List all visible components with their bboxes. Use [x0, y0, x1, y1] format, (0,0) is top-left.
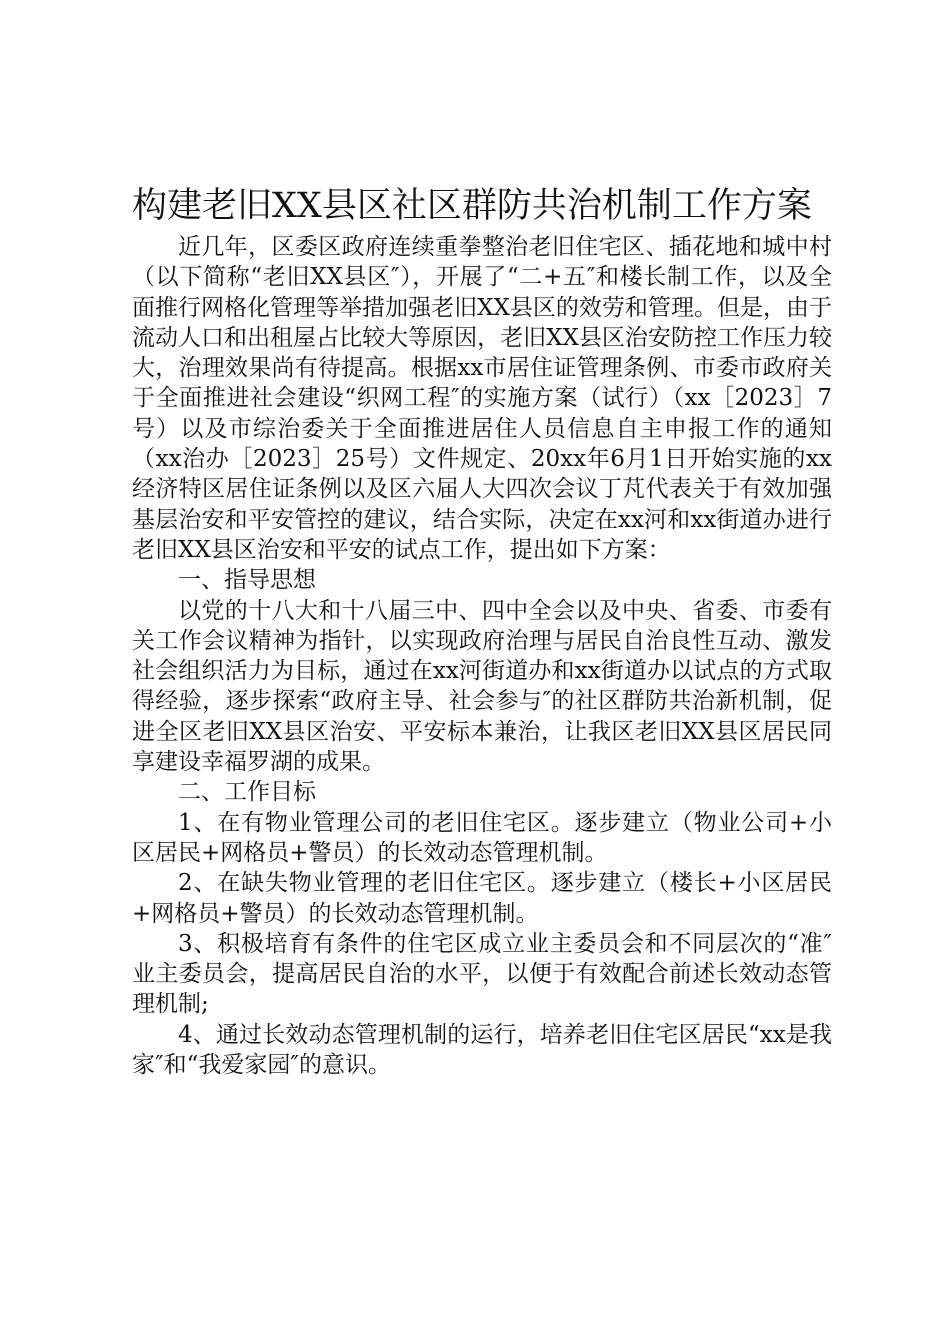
paragraph-goal-2: 2、在缺失物业管理的老旧住宅区。逐步建立（楼长+小区居民+网格员+警员）的长效动态管理机制。: [132, 870, 832, 927]
section-heading-guiding-ideology: 一、指导思想: [178, 567, 316, 594]
paragraph-goal-4: 4、通过长效动态管理机制的运行，培养老旧住宅区居民“xx是我家″和“我爱家园″的意识。: [132, 1021, 832, 1079]
document-title: 构建老旧XX县区社区群防共治机制工作方案: [132, 186, 812, 226]
document-body: [132, 232, 832, 1080]
paragraph-goal-3: 3、积极培育有条件的住宅区成立业主委员会和不同层次的“准″业主委员会，提高居民自治的水平，以便于有效配合前述长效动态管理机制;: [132, 930, 832, 1018]
paragraph-intro: 近几年，区委区政府连续重拳整治老旧住宅区、插花地和城中村（以下简称“老旧XX县区″），开展了“二+五″和楼长制工作，以及全面推行网格化管理等举措加强老旧XX县区的效劳和管理。但是，由于流动人口和出租屋占比较大等原因，老旧XX县区治安防控工作压力较大，治理效果尚有待提高。根据xx市居住证管理条例、市委市政府关于全面推进社会建设“织网工程″的实施方案（试行）（xx［2023］7号）以及市综治委关于全面推进居住人员信息自主申报工作的通知（xx治办［2023］25号）文件规定、20xx年6月1日开始实施的xx经济特区居住证条例以及区六届人大四次会议丁芃代表关于有效加强基层治安和平安管控的建议，结合实际，决定在xx河和xx街道办进行老旧XX县区治安和平安的试点工作，提出如下方案：: [132, 234, 832, 563]
section-heading-work-goals: 二、工作目标: [178, 779, 316, 806]
paragraph-goal-1: 1、在有物业管理公司的老旧住宅区。逐步建立（物业公司+小区居民+网格员+警员）的长效动态管理机制。: [132, 809, 832, 866]
paragraph-guiding-ideology: 以党的十八大和十八届三中、四中全会以及中央、省委、市委有关工作会议精神为指针，以实现政府治理与居民自治良性互动、激发社会组织活力为目标，通过在xx河街道办和xx街道办以试点的方式取得经验，逐步探索“政府主导、社会参与″的社区群防共治新机制，促进全区老旧XX县区治安、平安标本兼治，让我区老旧XX县区居民同享建设幸福罗湖的成果。: [132, 597, 832, 776]
